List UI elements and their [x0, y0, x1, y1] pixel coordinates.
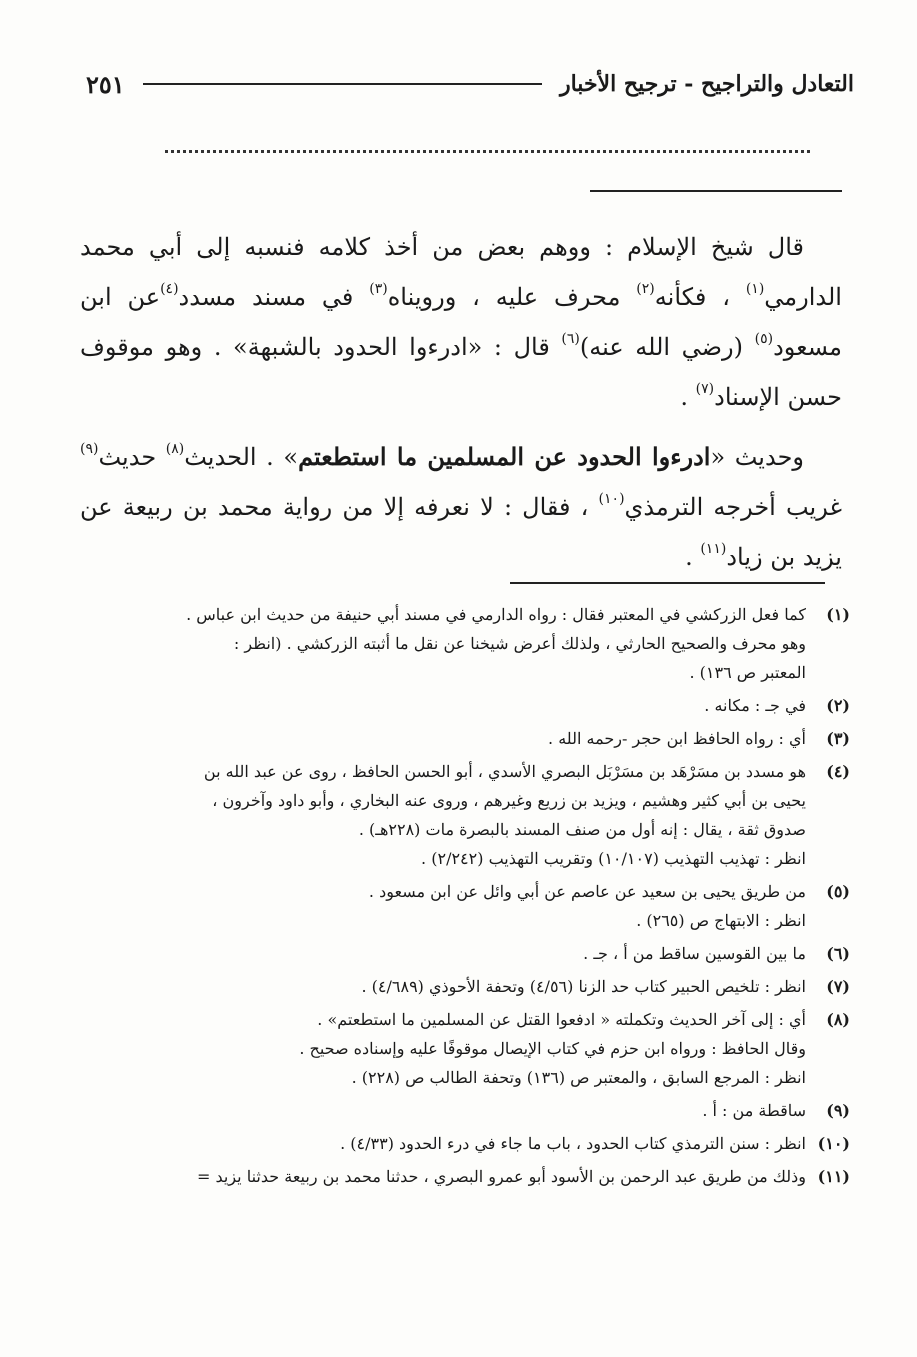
footnote-number: (٤): [826, 762, 850, 781]
footnote-ref: (١): [745, 281, 765, 297]
footnote-text: [80, 724, 806, 753]
footnote-line: انظر : المرجع السابق ، والمعتبر ص (١٣٦) وتحفة الطالب ص (٢٢٨) .: [351, 1068, 806, 1087]
footnote-line: ساقطة من : أ .: [702, 1101, 806, 1120]
footnote-text: [80, 939, 806, 968]
hadith-quote: ادرءوا الحدود عن المسلمين ما استطعتم: [298, 442, 711, 471]
footnote-item: [80, 600, 850, 687]
footnote-line: انظر : تهذيب التهذيب (١٠/١٠٧) وتقريب التهذيب (٢/٢٤٢) .: [421, 849, 806, 868]
footnote-text: [80, 1005, 806, 1092]
footnote-line: انظر : سنن الترمذي كتاب الحدود ، باب ما جاء في درء الحدود (٤/٣٣) .: [340, 1134, 806, 1153]
footnote-ref: (٣): [369, 281, 388, 297]
footnote-text: [80, 691, 806, 720]
footnote-number: (١٠): [817, 1134, 850, 1153]
footnote-number: (٥): [826, 882, 850, 901]
footnote-number: (١١): [817, 1167, 850, 1186]
footnote-rule: [510, 582, 825, 584]
chapter-title: التعادل والتراجيح - ترجيح الأخبار: [559, 71, 854, 97]
footnote-ref: (٢): [636, 281, 655, 297]
footnote-text: [80, 1129, 806, 1158]
footnote-ref: (٩): [80, 441, 99, 457]
footnote-number: (١): [826, 605, 850, 624]
footnote-line: من طريق يحيى بن سعيد عن عاصم عن أبي وائل عن ابن مسعود .: [368, 882, 806, 901]
footnote-item: [80, 1096, 850, 1125]
footnote-item: [80, 1162, 850, 1191]
footnote-item: [80, 724, 850, 753]
footnote-ref: (٤): [160, 281, 179, 297]
footnote-line: وهو محرف والصحيح الحارثي ، ولذلك أعرض شيخنا عن نقل ما أثبته الزركشي . (انظر :: [233, 634, 806, 653]
page-number: ٢٥١: [86, 69, 125, 99]
top-rule: [590, 190, 842, 192]
footnote-number: (٧): [826, 977, 850, 996]
footnote-text: [80, 1162, 806, 1191]
footnote-text: [80, 600, 806, 687]
footnote-item: [80, 691, 850, 720]
footnote-line: صدوق ثقة ، يقال : إنه أول من صنف المسند بالبصرة مات (٢٢٨هـ) .: [358, 820, 806, 839]
running-header: [86, 62, 854, 106]
footnote-ref: (١١): [700, 541, 727, 557]
paragraph-2: وحديث «ادرءوا الحدود عن المسلمين ما استطعتم» . الحديث$^{(٨)}$ حديث$^{(٩)}$ غريب أخرجه الترمذي$^{(١٠)}$ ، فقال : لا نعرفه إلا من رواية محمد بن ربيعة عن يزيد بن زياد$^{(١١)}$ .: [80, 441, 842, 571]
footnote-line: في جـ : مكانه .: [704, 696, 806, 715]
footnote-number: (٨): [826, 1010, 850, 1029]
footnote-line: انظر : الابتهاج ص (٢٦٥) .: [636, 911, 806, 930]
footnote-item: [80, 1005, 850, 1092]
footnote-ref: (٥): [754, 331, 774, 347]
footnotes: [80, 600, 850, 1195]
footnote-item: [80, 972, 850, 1001]
main-text: [80, 222, 842, 592]
dotted-separator: [165, 150, 810, 153]
footnote-ref: (٦): [561, 331, 580, 347]
footnote-item: [80, 877, 850, 935]
footnote-ref: (٨): [165, 441, 185, 457]
paragraph-1: قال شيخ الإسلام : ووهم بعض من أخذ كلامه فنسبه إلى أبي محمد الدارمي$^{(١)}$ ، فكأنه$^{(٢)}$ محرف عليه ، ورويناه$^{(٣)}$ في مسند مسدد$^{(٤)}$عن ابن مسعود$^{(٥)}$ (رضي الله عنه)$^{(٦)}$ قال : «ادرءوا الحدود بالشبهة» . وهو موقوف حسن الإسناد$^{(٧)}$ .: [80, 233, 842, 411]
footnote-ref: (٧): [695, 381, 715, 397]
footnote-line: أي : إلى آخر الحديث وتكملته « ادفعوا القتل عن المسلمين ما استطعتم» .: [317, 1010, 806, 1029]
footnote-text: [80, 1096, 806, 1125]
footnote-line: وذلك من طريق عبد الرحمن بن الأسود أبو عمرو البصري ، حدثنا محمد بن ربيعة حدثنا يزيد =: [197, 1167, 806, 1186]
footnote-line: وقال الحافظ : ورواه ابن حزم في كتاب الإيصال موقوفًا عليه وإسناده صحيح .: [299, 1039, 806, 1058]
footnote-number: (٢): [826, 696, 850, 715]
footnote-item: [80, 939, 850, 968]
footnote-line: أي : رواه الحافظ ابن حجر -رحمه الله .: [548, 729, 806, 748]
footnote-text: [80, 972, 806, 1001]
footnote-text: [80, 757, 806, 873]
footnote-line: انظر : تلخيص الحبير كتاب حد الزنا (٤/٥٦) وتحفة الأحوذي (٤/٦٨٩) .: [361, 977, 806, 996]
footnote-item: [80, 757, 850, 873]
footnote-line: هو مسدد بن مسَرْهَد بن مسَرْبَل البصري الأسدي ، أبو الحسن الحافظ ، روى عن عبد الله بن: [203, 762, 806, 781]
footnote-number: (٩): [826, 1101, 850, 1120]
header-rule: [143, 83, 542, 85]
footnote-text: [80, 877, 806, 935]
footnote-number: (٣): [826, 729, 850, 748]
footnote-ref: (١٠): [598, 491, 625, 507]
footnote-line: المعتبر ص ١٣٦) .: [689, 663, 806, 682]
footnote-number: (٦): [826, 944, 850, 963]
footnote-line: ما بين القوسين ساقط من أ ، جـ .: [583, 944, 806, 963]
footnote-line: يحيى بن أبي كثير وهشيم ، ويزيد بن زريع وغيرهم ، وروى عنه البخاري ، وأبو داود وآخرون ،: [212, 791, 806, 810]
footnote-line: كما فعل الزركشي في المعتبر فقال : رواه الدارمي في مسند أبي حنيفة من حديث ابن عباس .: [186, 605, 806, 624]
footnote-item: [80, 1129, 850, 1158]
